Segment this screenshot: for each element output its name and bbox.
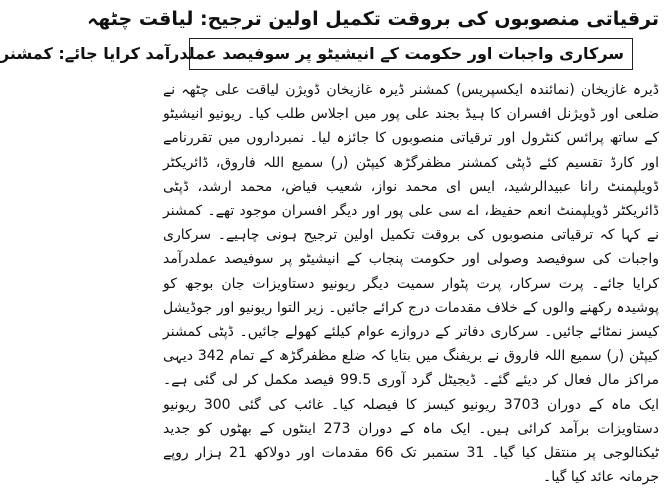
subheadline: سرکاری واجبات اور حکومت کے انیشیٹو پر سوفیصد عملدرآمد کرایا جائے: کمشنر [0,44,624,63]
subheadline-box [0,38,633,70]
article-body: ڈیرہ غازیخان (نمائندہ ایکسپریس) کمشنر ڈیرہ غازیخان ڈویژن لیاقت علی چٹھہ نے ضلعی اور ڈویژنل افسران کا ہیڈ بجند علی پور میں اجلاس طلب کیا۔ ریونیو انیشیٹو کے ساتھ پرائس کنٹرول اور ترقیاتی منصوبوں کا جائزہ لیا۔ نمبرداروں میں تقررنامے اور کارڈ تقسیم کئے ڈپٹی کمشنر مظفرگڑھ کیپٹن (ر) سمیع اللہ فاروق، ڈائریکٹر ڈویلپمنٹ رانا عبیدالرشید، ایس ای محمد نواز، شعیب فیاض، محمد ارشد، ڈپٹی ڈائریکٹر ڈویلپمنٹ انعم حفیظ، اے سی علی پور اور دیگر افسران موجود تھے۔ کمشنر نے کہا کہ ترقیاتی منصوبوں کی بروقت تکمیل اولین ترجیح ہونی چاہیے۔ سرکاری واجبات کی سوفیصد وصولی اور حکومت پنجاب کے انیشیٹو پر سوفیصد عملدرآمد کرایا جائے۔ پرت سرکار، پرت پٹوار سمیت دیگر ریونیو دستاویزات جان بوجھ کو پوشیدہ رکھنے والوں کے خلاف مقدمات درج کرائے جائیں۔ زیر التوا ریونیو اور جوڈیشل کیسز نمٹائے جائیں۔ سرکاری دفاتر کے دروازے عوام کیلئے کھولے جائیں۔ ڈپٹی کمشنر کیپٹن (ر) سمیع اللہ فاروق نے بریفنگ میں بتایا کہ ضلع مظفرگڑھ کے تمام 342 دیہی مراکز مال فعال کر دیئے گئے۔ ڈیجیٹل گرد آوری 99.5 فیصد مکمل کر لی گئی ہے۔ ایک ماہ کے دوران 3703 ریونیو کیسز کا فیصلہ کیا۔ غائب کی گئی 300 ریونیو دستاویزات برآمد کرائی ہیں۔ ایک ماہ کے دوران 273 اینٹوں کے بھٹوں کو جدید ٹیکنالوجی پر منتقل کیا گیا۔ 31 ستمبر تک 66 مقدمات اور دولاکھ 21 ہزار روپے جرمانہ عائد کیا گیا۔ [163,82,660,486]
headline: ترقیاتی منصوبوں کی بروقت تکمیل اولین ترجیح: لیاقت چٹھہ [87,8,659,30]
